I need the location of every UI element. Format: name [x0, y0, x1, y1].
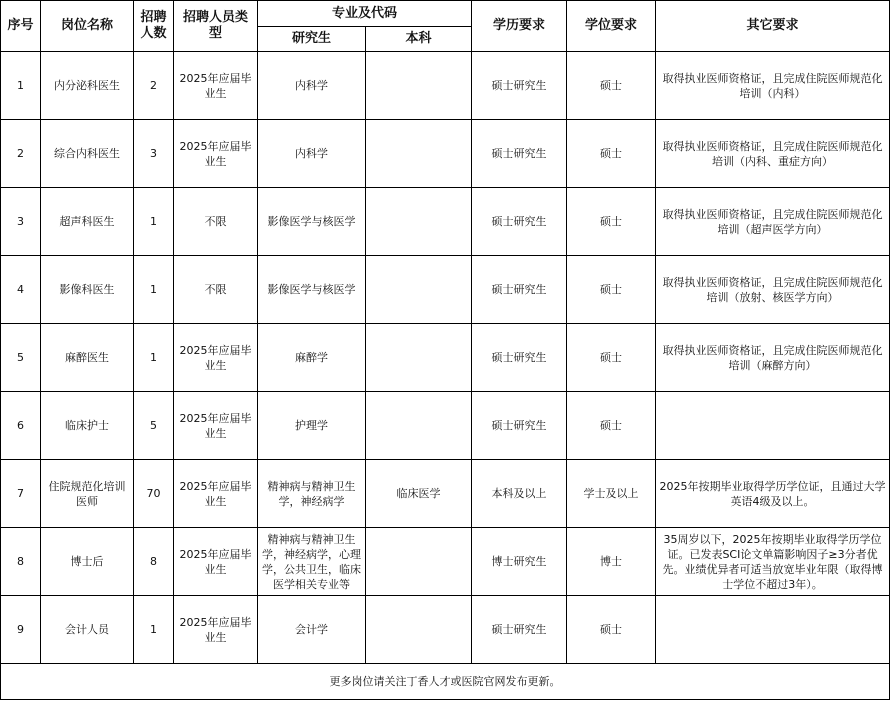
- cell-major-graduate: 护理学: [258, 392, 366, 460]
- table-row: [1, 120, 890, 188]
- cell-education: 硕士研究生: [472, 256, 567, 324]
- cell-degree: 硕士: [567, 596, 656, 664]
- cell-major-undergraduate: [366, 324, 472, 392]
- cell-education: 硕士研究生: [472, 52, 567, 120]
- cell-applicant-type: 2025年应届毕业生: [174, 120, 258, 188]
- cell-job-title: 博士后: [41, 528, 134, 596]
- header-major-graduate: 研究生: [258, 27, 366, 52]
- cell-headcount: 5: [134, 392, 174, 460]
- header-major-group: 专业及代码: [258, 1, 472, 27]
- cell-headcount: 70: [134, 460, 174, 528]
- cell-index: 2: [1, 120, 41, 188]
- cell-education: 硕士研究生: [472, 324, 567, 392]
- cell-other-requirements: 取得执业医师资格证，且完成住院医师规范化培训（麻醉方向）: [656, 324, 890, 392]
- cell-major-graduate: 精神病与精神卫生学，神经病学: [258, 460, 366, 528]
- cell-major-undergraduate: [366, 392, 472, 460]
- cell-applicant-type: 2025年应届毕业生: [174, 392, 258, 460]
- cell-headcount: 2: [134, 52, 174, 120]
- cell-degree: 硕士: [567, 392, 656, 460]
- cell-applicant-type: 2025年应届毕业生: [174, 528, 258, 596]
- footer-note: 更多岗位请关注丁香人才或医院官网发布更新。: [1, 664, 890, 700]
- cell-job-title: 住院规范化培训医师: [41, 460, 134, 528]
- cell-job-title: 综合内科医生: [41, 120, 134, 188]
- cell-index: 8: [1, 528, 41, 596]
- cell-index: 3: [1, 188, 41, 256]
- cell-major-graduate: 内科学: [258, 52, 366, 120]
- cell-job-title: 麻醉医生: [41, 324, 134, 392]
- cell-applicant-type: 2025年应届毕业生: [174, 596, 258, 664]
- table-row: [1, 528, 890, 596]
- cell-job-title: 临床护士: [41, 392, 134, 460]
- cell-headcount: 1: [134, 596, 174, 664]
- cell-index: 5: [1, 324, 41, 392]
- cell-major-undergraduate: [366, 120, 472, 188]
- cell-headcount: 3: [134, 120, 174, 188]
- cell-major-graduate: 影像医学与核医学: [258, 188, 366, 256]
- table-row: [1, 324, 890, 392]
- cell-applicant-type: 2025年应届毕业生: [174, 460, 258, 528]
- table-row: [1, 460, 890, 528]
- table-row: [1, 392, 890, 460]
- cell-applicant-type: 不限: [174, 256, 258, 324]
- cell-major-undergraduate: [366, 188, 472, 256]
- table-row: [1, 188, 890, 256]
- cell-major-graduate: 麻醉学: [258, 324, 366, 392]
- cell-major-graduate: 精神病与精神卫生学，神经病学，心理学，公共卫生，临床医学相关专业等: [258, 528, 366, 596]
- cell-degree: 硕士: [567, 120, 656, 188]
- cell-job-title: 会计人员: [41, 596, 134, 664]
- cell-education: 博士研究生: [472, 528, 567, 596]
- cell-headcount: 1: [134, 256, 174, 324]
- cell-degree: 硕士: [567, 188, 656, 256]
- cell-education: 硕士研究生: [472, 120, 567, 188]
- table-row: [1, 52, 890, 120]
- cell-other-requirements: 35周岁以下，2025年按期毕业取得学历学位证。已发表SCI论文单篇影响因子≥3分者优先。业绩优异者可适当放宽毕业年限（取得博士学位不超过3年）。: [656, 528, 890, 596]
- cell-major-graduate: 会计学: [258, 596, 366, 664]
- cell-other-requirements: 2025年按期毕业取得学历学位证，且通过大学英语4级及以上。: [656, 460, 890, 528]
- cell-other-requirements: 取得执业医师资格证，且完成住院医师规范化培训（放射、核医学方向）: [656, 256, 890, 324]
- cell-major-undergraduate: 临床医学: [366, 460, 472, 528]
- header-degree: 学位要求: [567, 1, 656, 52]
- cell-applicant-type: 2025年应届毕业生: [174, 324, 258, 392]
- header-headcount: 招聘人数: [134, 1, 174, 52]
- cell-other-requirements: 取得执业医师资格证，且完成住院医师规范化培训（内科）: [656, 52, 890, 120]
- cell-education: 硕士研究生: [472, 596, 567, 664]
- cell-index: 9: [1, 596, 41, 664]
- cell-index: 6: [1, 392, 41, 460]
- cell-degree: 学士及以上: [567, 460, 656, 528]
- cell-major-undergraduate: [366, 596, 472, 664]
- cell-applicant-type: 不限: [174, 188, 258, 256]
- cell-degree: 硕士: [567, 52, 656, 120]
- header-job-title: 岗位名称: [41, 1, 134, 52]
- cell-degree: 硕士: [567, 256, 656, 324]
- cell-major-graduate: 内科学: [258, 120, 366, 188]
- cell-major-undergraduate: [366, 528, 472, 596]
- cell-applicant-type: 2025年应届毕业生: [174, 52, 258, 120]
- table-row: [1, 256, 890, 324]
- cell-headcount: 8: [134, 528, 174, 596]
- cell-education: 硕士研究生: [472, 188, 567, 256]
- cell-headcount: 1: [134, 324, 174, 392]
- cell-other-requirements: 取得执业医师资格证，且完成住院医师规范化培训（超声医学方向）: [656, 188, 890, 256]
- cell-degree: 硕士: [567, 324, 656, 392]
- cell-major-undergraduate: [366, 52, 472, 120]
- header-other-requirements: 其它要求: [656, 1, 890, 52]
- header-education: 学历要求: [472, 1, 567, 52]
- cell-education: 本科及以上: [472, 460, 567, 528]
- cell-other-requirements: 取得执业医师资格证，且完成住院医师规范化培训（内科、重症方向）: [656, 120, 890, 188]
- cell-other-requirements: [656, 596, 890, 664]
- cell-education: 硕士研究生: [472, 392, 567, 460]
- cell-index: 4: [1, 256, 41, 324]
- cell-job-title: 内分泌科医生: [41, 52, 134, 120]
- table-body: [1, 52, 890, 664]
- cell-major-graduate: 影像医学与核医学: [258, 256, 366, 324]
- cell-degree: 博士: [567, 528, 656, 596]
- cell-major-undergraduate: [366, 256, 472, 324]
- cell-job-title: 超声科医生: [41, 188, 134, 256]
- cell-index: 1: [1, 52, 41, 120]
- table-row: [1, 596, 890, 664]
- table-header: [1, 1, 890, 52]
- header-major-undergraduate: 本科: [366, 27, 472, 52]
- header-index: 序号: [1, 1, 41, 52]
- cell-index: 7: [1, 460, 41, 528]
- cell-other-requirements: [656, 392, 890, 460]
- cell-headcount: 1: [134, 188, 174, 256]
- header-applicant-type: 招聘人员类型: [174, 1, 258, 52]
- cell-job-title: 影像科医生: [41, 256, 134, 324]
